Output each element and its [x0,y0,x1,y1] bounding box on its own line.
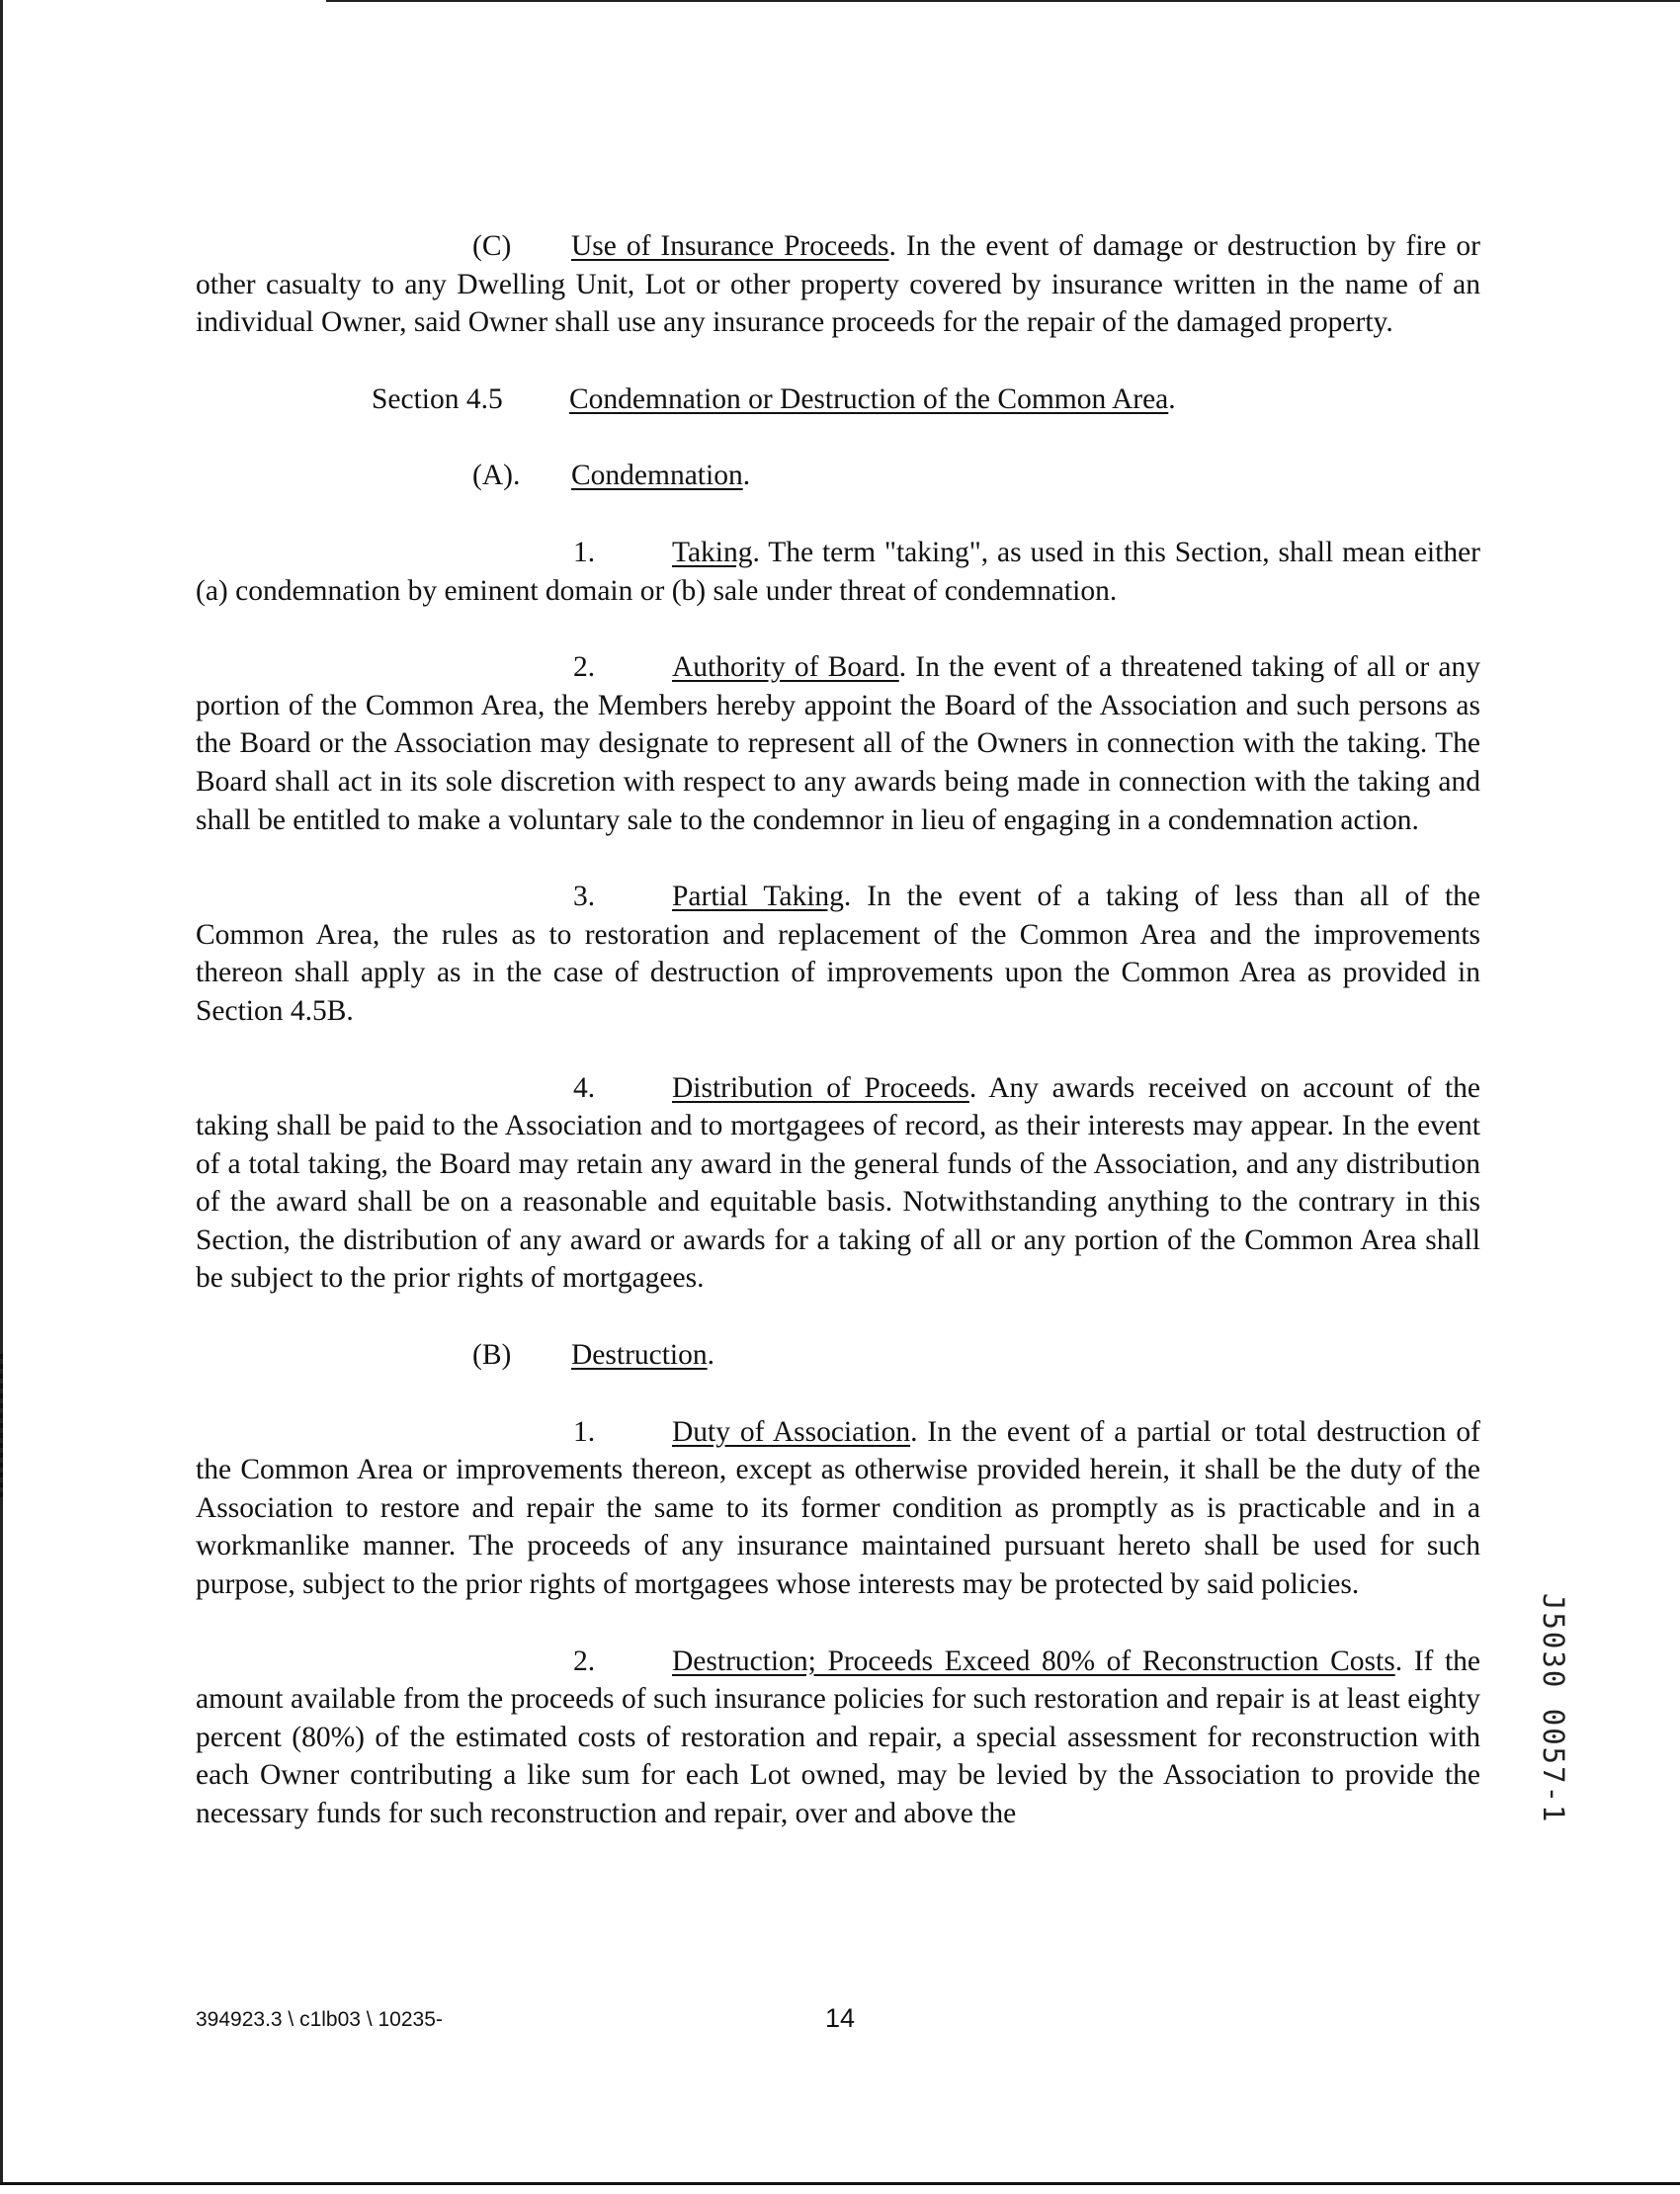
subsection-b-suffix: . [707,1339,715,1372]
subsection-b-label: (B) [472,1339,512,1372]
b-item-2 [196,1643,1480,1833]
b-item-1-text: . In the event of a partial or total destruction of the Common Area or improvements thereon, except as otherwise provided herein, it shall be the duty of the Association to restore and repair the same to its former condition as promptly as is practicable and in a workmanlike manner. The proceeds of any insurance maintained pursuant hereto shall be used for such purpose, subject to the prior rights of mortgagees whose interests may be protected by said policies. [196,1415,1480,1601]
recording-stamp [1537,1593,1572,1860]
subsection-b-title: Destruction [571,1339,708,1372]
a-item-2-title: Authority of Board [672,651,899,684]
paragraph-c-label: (C) [472,230,512,262]
b-item-1 [196,1413,1480,1604]
b-item-2-num: 2. [573,1645,596,1677]
paragraph-c-text: . In the event of damage or destruction by fire or other casualty to any Dwelling Unit, Lot or other property covered by insurance written in the name of an individual Owner, said Owner shall use any insurance proceeds for the repair of the damaged property. [196,230,1480,339]
a-item-1 [196,534,1480,610]
b-item-1-num: 1. [573,1415,596,1448]
subsection-a-heading [196,457,1480,495]
b-item-2-title: Destruction; Proceeds Exceed 80% of Reconstruction Costs [672,1645,1395,1677]
section-4-5-suffix: . [1168,382,1176,415]
a-item-3 [196,878,1480,1030]
a-item-2 [196,648,1480,839]
a-item-3-text: . In the event of a taking of less than all of the Common Area, the rules as to restoration and replacement of the Common Area and the improvements thereon shall apply as in the case of destruction of improvements upon the Common Area as provided in Section 4.5B. [196,881,1480,1027]
a-item-1-title: Taking [672,536,753,568]
b-item-2-text: . If the amount available from the proceeds of such insurance policies for such restoration and repair is at least eighty percent (80%) of the estimated costs of restoration and repair, a special assessment for reconstruction with each Owner contributing a like sum for each Lot owned, may be levied by the Association to provide the necessary funds for such reconstruction and repair, over and above the [196,1645,1481,1829]
section-4-5-heading [196,380,1480,419]
bottom-border-line [0,2182,1680,2185]
paragraph-c-title: Use of Insurance Proceeds [571,230,889,262]
recording-stamp-text: J5030 0057-1 [1537,1593,1570,1824]
subsection-a-suffix: . [742,460,751,492]
a-item-3-num: 3. [573,881,596,913]
section-4-5-title: Condemnation or Destruction of the Common Area [569,382,1169,415]
top-border-line [326,0,1680,2]
page-number: 14 [825,2003,856,2033]
left-scan-marks [0,1354,3,1502]
a-item-4-title: Distribution of Proceeds [672,1071,969,1104]
subsection-a-label: (A). [472,460,521,492]
b-item-1-title: Duty of Association [672,1415,911,1448]
subsection-b-heading [196,1336,1480,1375]
a-item-4 [196,1069,1480,1299]
document-body [196,227,1480,1872]
footer-doc-id: 394923.3 \ c1lb03 \ 10235- [196,2008,443,2031]
a-item-2-num: 2. [573,651,596,684]
left-border-line [0,0,3,2184]
a-item-3-title: Partial Taking [672,881,844,913]
subsection-a-title: Condemnation [571,460,743,492]
a-item-4-num: 4. [573,1071,596,1104]
a-item-2-text: . In the event of a threatened taking of all or any portion of the Common Area, the Members hereby appoint the Board of the Association and such persons as the Board or the Association may designate to represent all of the Owners in connection with the taking. The Board shall act in its sole discretion with respect to any awards being made in connection with the taking and shall be entitled to make a voluntary sale to the condemnor in lieu of engaging in a condemnation action. [196,651,1480,836]
a-item-1-text: . The term "taking", as used in this Section, shall mean either (a) condemnation by eminent domain or (b) sale under threat of condemnation. [196,536,1480,607]
a-item-1-num: 1. [573,536,596,568]
section-4-5-label: Section 4.5 [372,382,503,415]
paragraph-c [196,227,1480,342]
a-item-4-text: . Any awards received on account of the taking shall be paid to the Association and to mortgagees of record, as their interests may appear. In the event of a total taking, the Board may retain any award in the general funds of the Association, and any distribution of the award shall be on a reasonable and equitable basis. Notwithstanding anything to the contrary in this Section, the distribution of any award or awards for a taking of all or any portion of the Common Area shall be subject to the prior rights of mortgagees. [196,1071,1480,1295]
